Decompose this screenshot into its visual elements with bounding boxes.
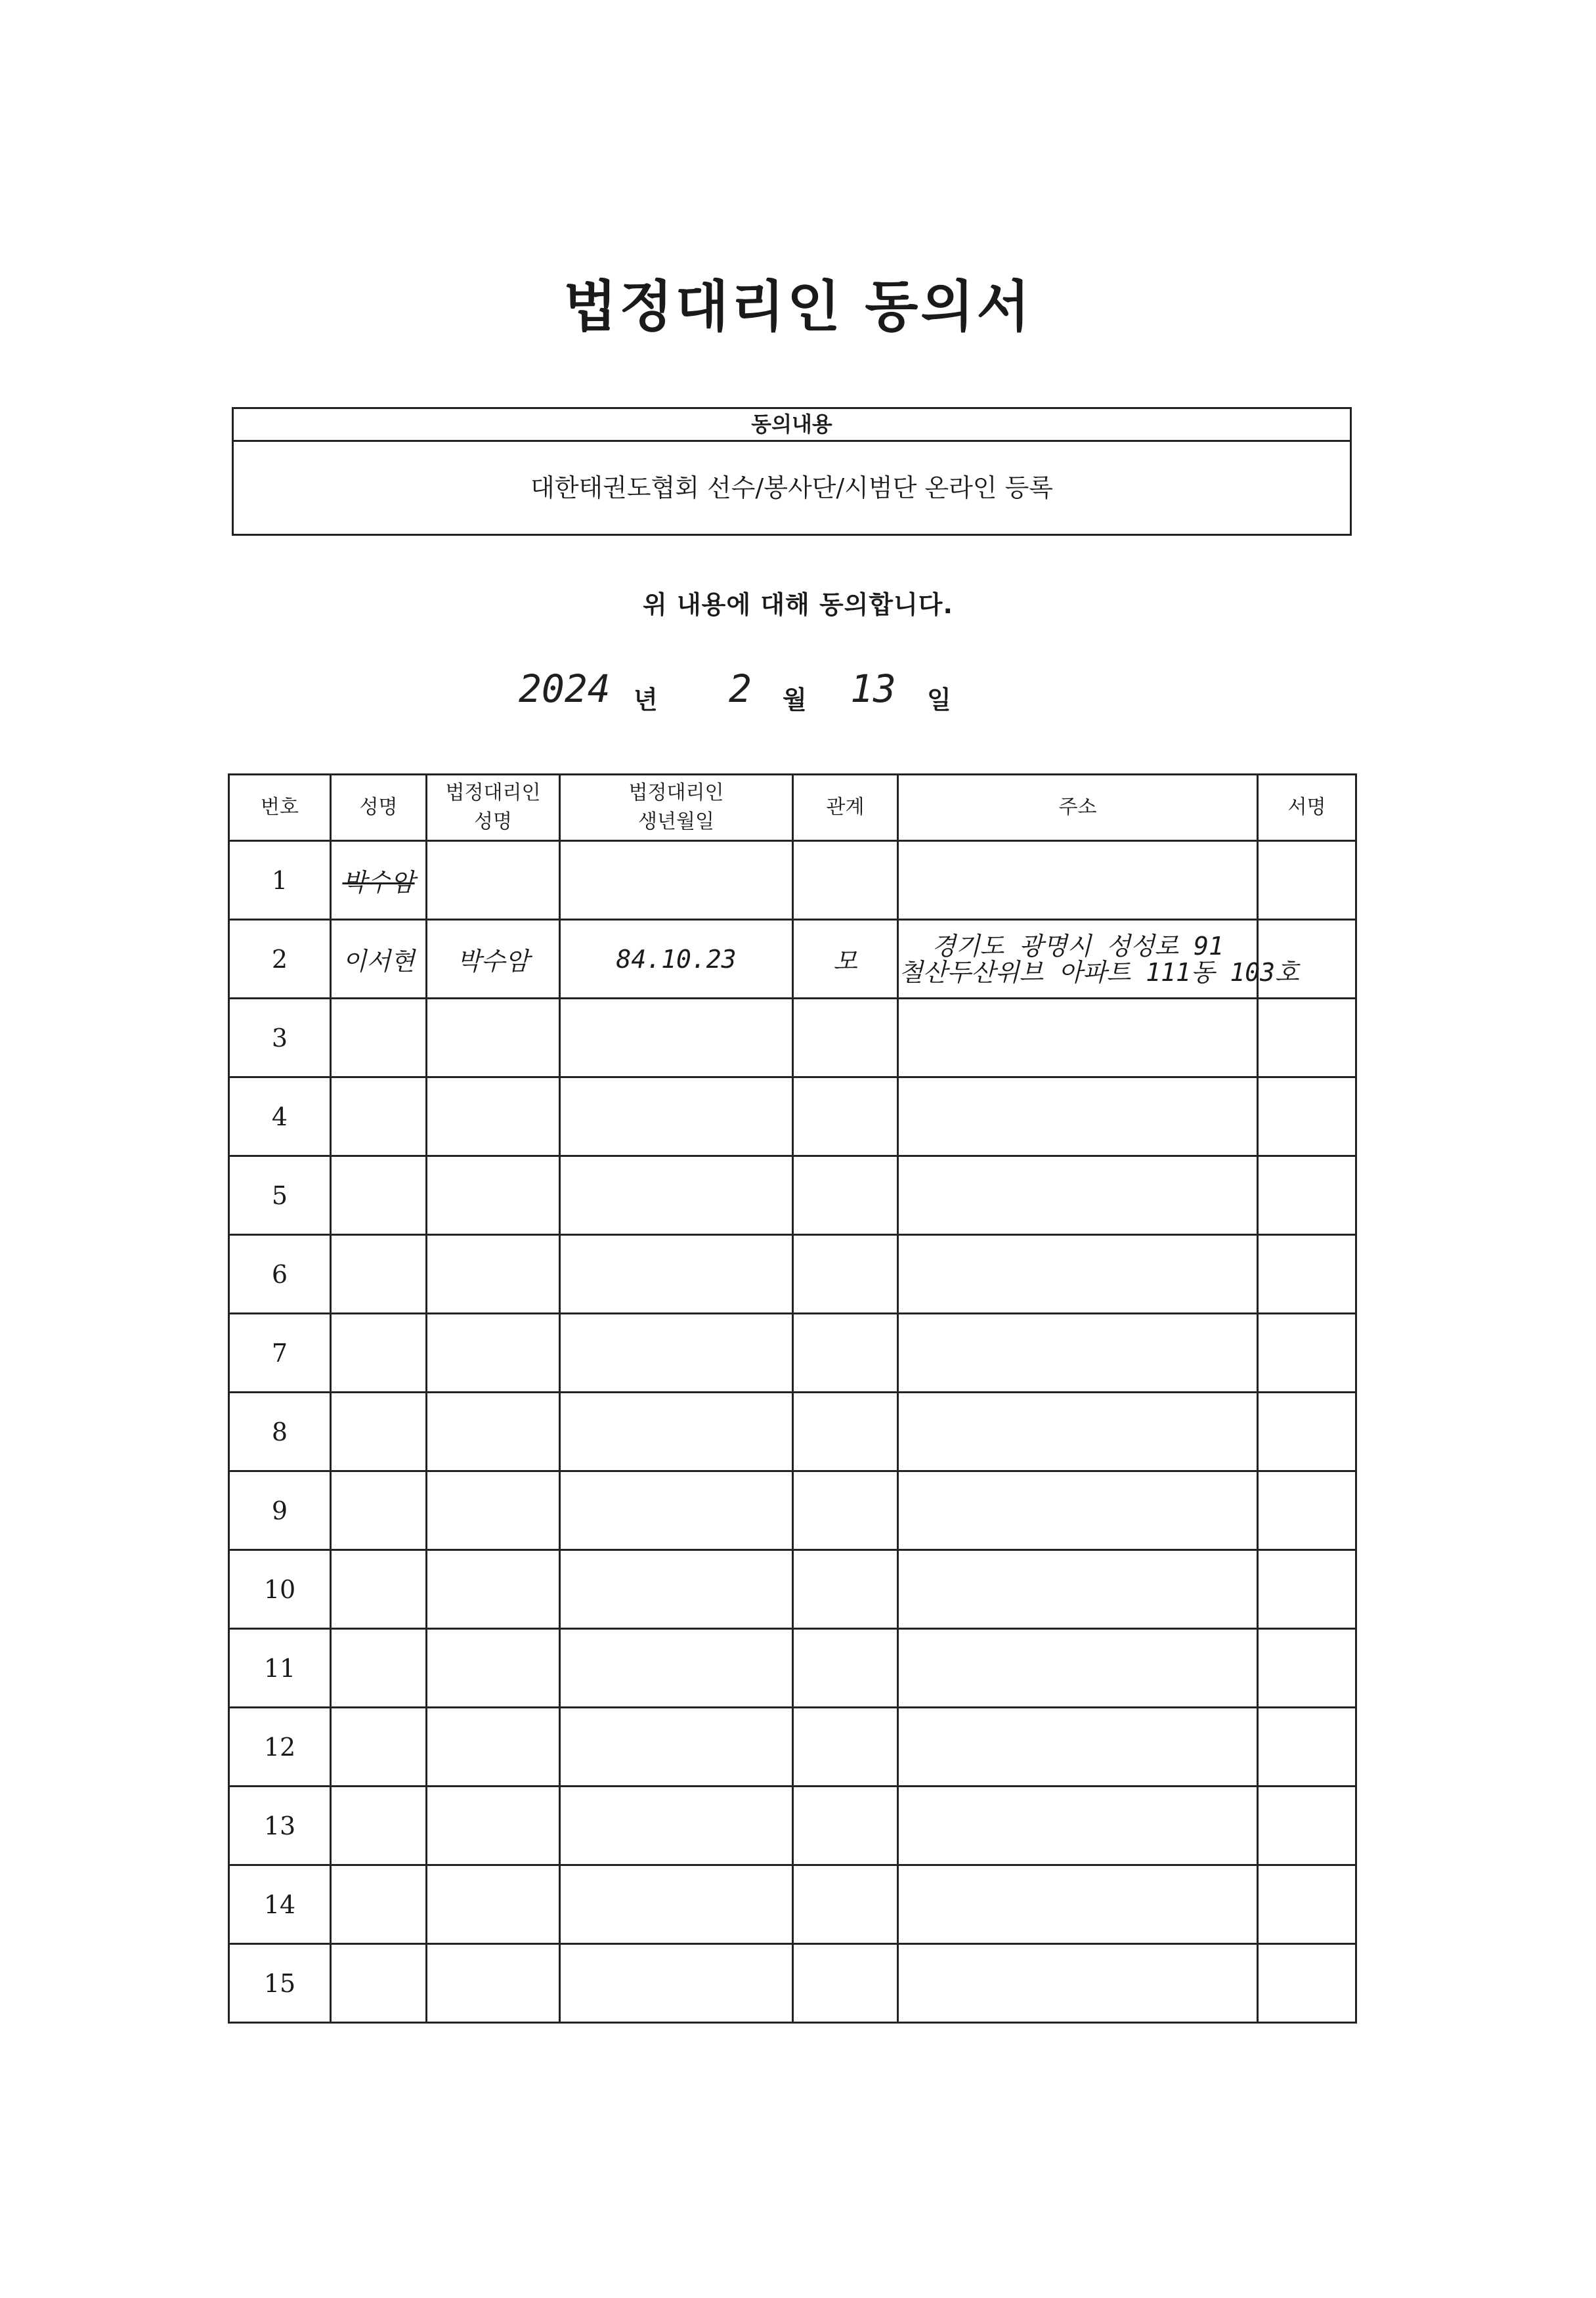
header-relation: 관계 bbox=[793, 775, 898, 841]
table-row bbox=[229, 1865, 1356, 1944]
relation-cell[interactable] bbox=[793, 1471, 898, 1550]
address-cell[interactable] bbox=[898, 1156, 1258, 1235]
guardian-name-cell[interactable] bbox=[427, 1865, 560, 1944]
signature-cell[interactable] bbox=[1258, 1629, 1356, 1708]
signature-cell[interactable] bbox=[1258, 1393, 1356, 1471]
address-cell[interactable] bbox=[898, 1471, 1258, 1550]
row-number: 10 bbox=[229, 1550, 331, 1629]
guardian-birth-cell[interactable]: 84.10.23 bbox=[560, 920, 793, 999]
signature-cell[interactable] bbox=[1258, 1235, 1356, 1314]
guardian-birth-cell[interactable] bbox=[560, 1787, 793, 1865]
guardian-birth-cell[interactable] bbox=[560, 999, 793, 1077]
table-row bbox=[229, 1077, 1356, 1156]
signature-cell[interactable] bbox=[1258, 1944, 1356, 2023]
row-number: 5 bbox=[229, 1156, 331, 1235]
table-row bbox=[229, 1550, 1356, 1629]
name-cell[interactable] bbox=[331, 1471, 427, 1550]
name-cell[interactable] bbox=[331, 999, 427, 1077]
table-header-row bbox=[229, 775, 1356, 841]
signature-cell[interactable] bbox=[1258, 1077, 1356, 1156]
table-row bbox=[229, 1944, 1356, 2023]
relation-cell[interactable] bbox=[793, 1314, 898, 1393]
address-cell[interactable] bbox=[898, 1393, 1258, 1471]
date-month-unit: 월 bbox=[783, 685, 807, 714]
date-month: 2 bbox=[729, 666, 752, 711]
table-row bbox=[229, 1393, 1356, 1471]
row-number: 7 bbox=[229, 1314, 331, 1393]
row-number: 8 bbox=[229, 1393, 331, 1471]
name-cell[interactable] bbox=[331, 1235, 427, 1314]
address-cell[interactable] bbox=[898, 841, 1258, 920]
row-number: 9 bbox=[229, 1471, 331, 1550]
relation-cell[interactable] bbox=[793, 1077, 898, 1156]
name-cell[interactable]: 박수암 bbox=[331, 841, 427, 920]
guardian-birth-cell[interactable] bbox=[560, 1314, 793, 1393]
address-cell[interactable] bbox=[898, 920, 1299, 999]
table-body bbox=[229, 841, 1356, 2023]
signature-cell[interactable] bbox=[1258, 1471, 1356, 1550]
row-number: 15 bbox=[229, 1944, 331, 2023]
date-day: 13 bbox=[850, 666, 896, 711]
row-number: 12 bbox=[229, 1708, 331, 1787]
header-guardian-birth-line2: 생년월일 bbox=[638, 810, 714, 833]
signature-cell[interactable] bbox=[1258, 1787, 1356, 1865]
row-number: 11 bbox=[229, 1629, 331, 1708]
date-year: 2024 bbox=[519, 666, 611, 711]
name-cell[interactable] bbox=[331, 1787, 427, 1865]
date-year-unit: 년 bbox=[634, 685, 658, 714]
address-cell[interactable] bbox=[898, 1865, 1258, 1944]
address-cell[interactable] bbox=[898, 1708, 1258, 1787]
relation-cell[interactable] bbox=[793, 841, 898, 920]
relation-cell[interactable] bbox=[793, 1629, 898, 1708]
row-number: 3 bbox=[229, 999, 331, 1077]
table-row bbox=[229, 1471, 1356, 1550]
header-name: 성명 bbox=[331, 775, 427, 841]
table-row bbox=[229, 920, 1356, 999]
consent-header: 동의내용 bbox=[234, 409, 1350, 442]
address-cell[interactable] bbox=[898, 999, 1258, 1077]
address-cell[interactable] bbox=[898, 1629, 1258, 1708]
guardian-name-cell[interactable] bbox=[427, 1550, 560, 1629]
guardian-birth-cell[interactable] bbox=[560, 1944, 793, 2023]
header-number: 번호 bbox=[229, 775, 331, 841]
header-address: 주소 bbox=[898, 775, 1258, 841]
address-cell[interactable] bbox=[898, 1550, 1258, 1629]
name-cell[interactable] bbox=[331, 1314, 427, 1393]
name-cell[interactable] bbox=[331, 1156, 427, 1235]
table-row bbox=[229, 999, 1356, 1077]
signature-cell[interactable] bbox=[1258, 1550, 1356, 1629]
name-cell[interactable] bbox=[331, 1077, 427, 1156]
name-cell[interactable] bbox=[331, 1393, 427, 1471]
guardian-name-cell[interactable] bbox=[427, 1156, 560, 1235]
table-row bbox=[229, 1235, 1356, 1314]
relation-cell[interactable] bbox=[793, 1944, 898, 2023]
name-cell[interactable]: 이서현 bbox=[331, 920, 427, 999]
table-row bbox=[229, 841, 1356, 920]
guardian-name-cell[interactable] bbox=[427, 1471, 560, 1550]
row-number: 1 bbox=[229, 841, 331, 920]
relation-cell[interactable] bbox=[793, 999, 898, 1077]
header-signature: 서명 bbox=[1258, 775, 1356, 841]
row-number: 2 bbox=[229, 920, 331, 999]
guardian-name-cell[interactable] bbox=[427, 999, 560, 1077]
relation-cell[interactable] bbox=[793, 1550, 898, 1629]
table-row bbox=[229, 1787, 1356, 1865]
table-row bbox=[229, 1156, 1356, 1235]
guardian-birth-cell[interactable] bbox=[560, 841, 793, 920]
guardian-birth-cell[interactable] bbox=[560, 1629, 793, 1708]
header-guardian-name bbox=[427, 775, 560, 841]
name-cell[interactable] bbox=[331, 1865, 427, 1944]
guardian-birth-cell[interactable] bbox=[560, 1708, 793, 1787]
address-line1: 경기도 광명시 성성로 91 bbox=[932, 931, 1224, 961]
signature-cell[interactable] bbox=[1258, 1314, 1356, 1393]
date-day-unit: 일 bbox=[927, 685, 951, 714]
guardian-name-cell[interactable]: 박수암 bbox=[427, 920, 560, 999]
signature-cell[interactable] bbox=[1258, 1156, 1356, 1235]
guardian-birth-cell[interactable] bbox=[560, 1235, 793, 1314]
guardian-name-cell[interactable] bbox=[427, 1787, 560, 1865]
table-row bbox=[229, 1629, 1356, 1708]
relation-cell[interactable] bbox=[793, 1393, 898, 1471]
header-guardian-birth bbox=[560, 775, 793, 841]
guardian-name-cell[interactable] bbox=[427, 1235, 560, 1314]
header-guardian-name-line1: 법정대리인 bbox=[445, 781, 541, 804]
guardian-name-cell[interactable] bbox=[427, 1314, 560, 1393]
row-number: 14 bbox=[229, 1865, 331, 1944]
guardian-birth-cell[interactable] bbox=[560, 1077, 793, 1156]
guardian-name-cell[interactable] bbox=[427, 1393, 560, 1471]
guardian-name-cell[interactable] bbox=[427, 1629, 560, 1708]
address-line2: 철산두산위브 아파트 111동 103호 bbox=[899, 957, 1299, 987]
guardian-name-cell[interactable] bbox=[427, 1077, 560, 1156]
consent-box bbox=[232, 407, 1352, 536]
row-number: 4 bbox=[229, 1077, 331, 1156]
signature-cell[interactable] bbox=[1258, 841, 1356, 920]
guardian-birth-cell[interactable] bbox=[560, 1393, 793, 1471]
consent-body: 대한태권도협회 선수/봉사단/시범단 온라인 등록 bbox=[530, 473, 1053, 502]
guardian-name-cell[interactable] bbox=[427, 1708, 560, 1787]
guardian-birth-cell[interactable] bbox=[560, 1156, 793, 1235]
table-row bbox=[229, 1314, 1356, 1393]
relation-cell[interactable] bbox=[793, 1708, 898, 1787]
header-guardian-birth-line1: 법정대리인 bbox=[628, 781, 724, 804]
guardian-birth-cell[interactable] bbox=[560, 1550, 793, 1629]
address-cell[interactable] bbox=[898, 1235, 1258, 1314]
signature-cell[interactable] bbox=[1258, 1865, 1356, 1944]
guardian-birth-cell[interactable] bbox=[560, 1865, 793, 1944]
relation-cell[interactable]: 모 bbox=[793, 920, 898, 999]
name-cell[interactable] bbox=[331, 1629, 427, 1708]
address-cell[interactable] bbox=[898, 1077, 1258, 1156]
row-number: 13 bbox=[229, 1787, 331, 1865]
consent-roster-table bbox=[228, 773, 1357, 2024]
relation-cell[interactable] bbox=[793, 1865, 898, 1944]
relation-cell[interactable] bbox=[793, 1235, 898, 1314]
name-cell[interactable] bbox=[331, 1944, 427, 2023]
table-row bbox=[229, 1708, 1356, 1787]
guardian-name-cell[interactable] bbox=[427, 841, 560, 920]
signature-cell[interactable] bbox=[1258, 999, 1356, 1077]
name-cell[interactable] bbox=[331, 1708, 427, 1787]
relation-cell[interactable] bbox=[793, 1156, 898, 1235]
agreement-statement: 위 내용에 대해 동의합니다. bbox=[643, 590, 953, 619]
guardian-birth-cell[interactable] bbox=[560, 1471, 793, 1550]
header-guardian-name-line2: 성명 bbox=[474, 810, 512, 833]
name-cell[interactable] bbox=[331, 1550, 427, 1629]
address-cell[interactable] bbox=[898, 1314, 1258, 1393]
document-title: 법정대리인 동의서 bbox=[563, 274, 1033, 339]
address-cell[interactable] bbox=[898, 1944, 1258, 2023]
relation-cell[interactable] bbox=[793, 1787, 898, 1865]
guardian-name-cell[interactable] bbox=[427, 1944, 560, 2023]
signature-cell[interactable] bbox=[1258, 1708, 1356, 1787]
row-number: 6 bbox=[229, 1235, 331, 1314]
address-cell[interactable] bbox=[898, 1787, 1258, 1865]
